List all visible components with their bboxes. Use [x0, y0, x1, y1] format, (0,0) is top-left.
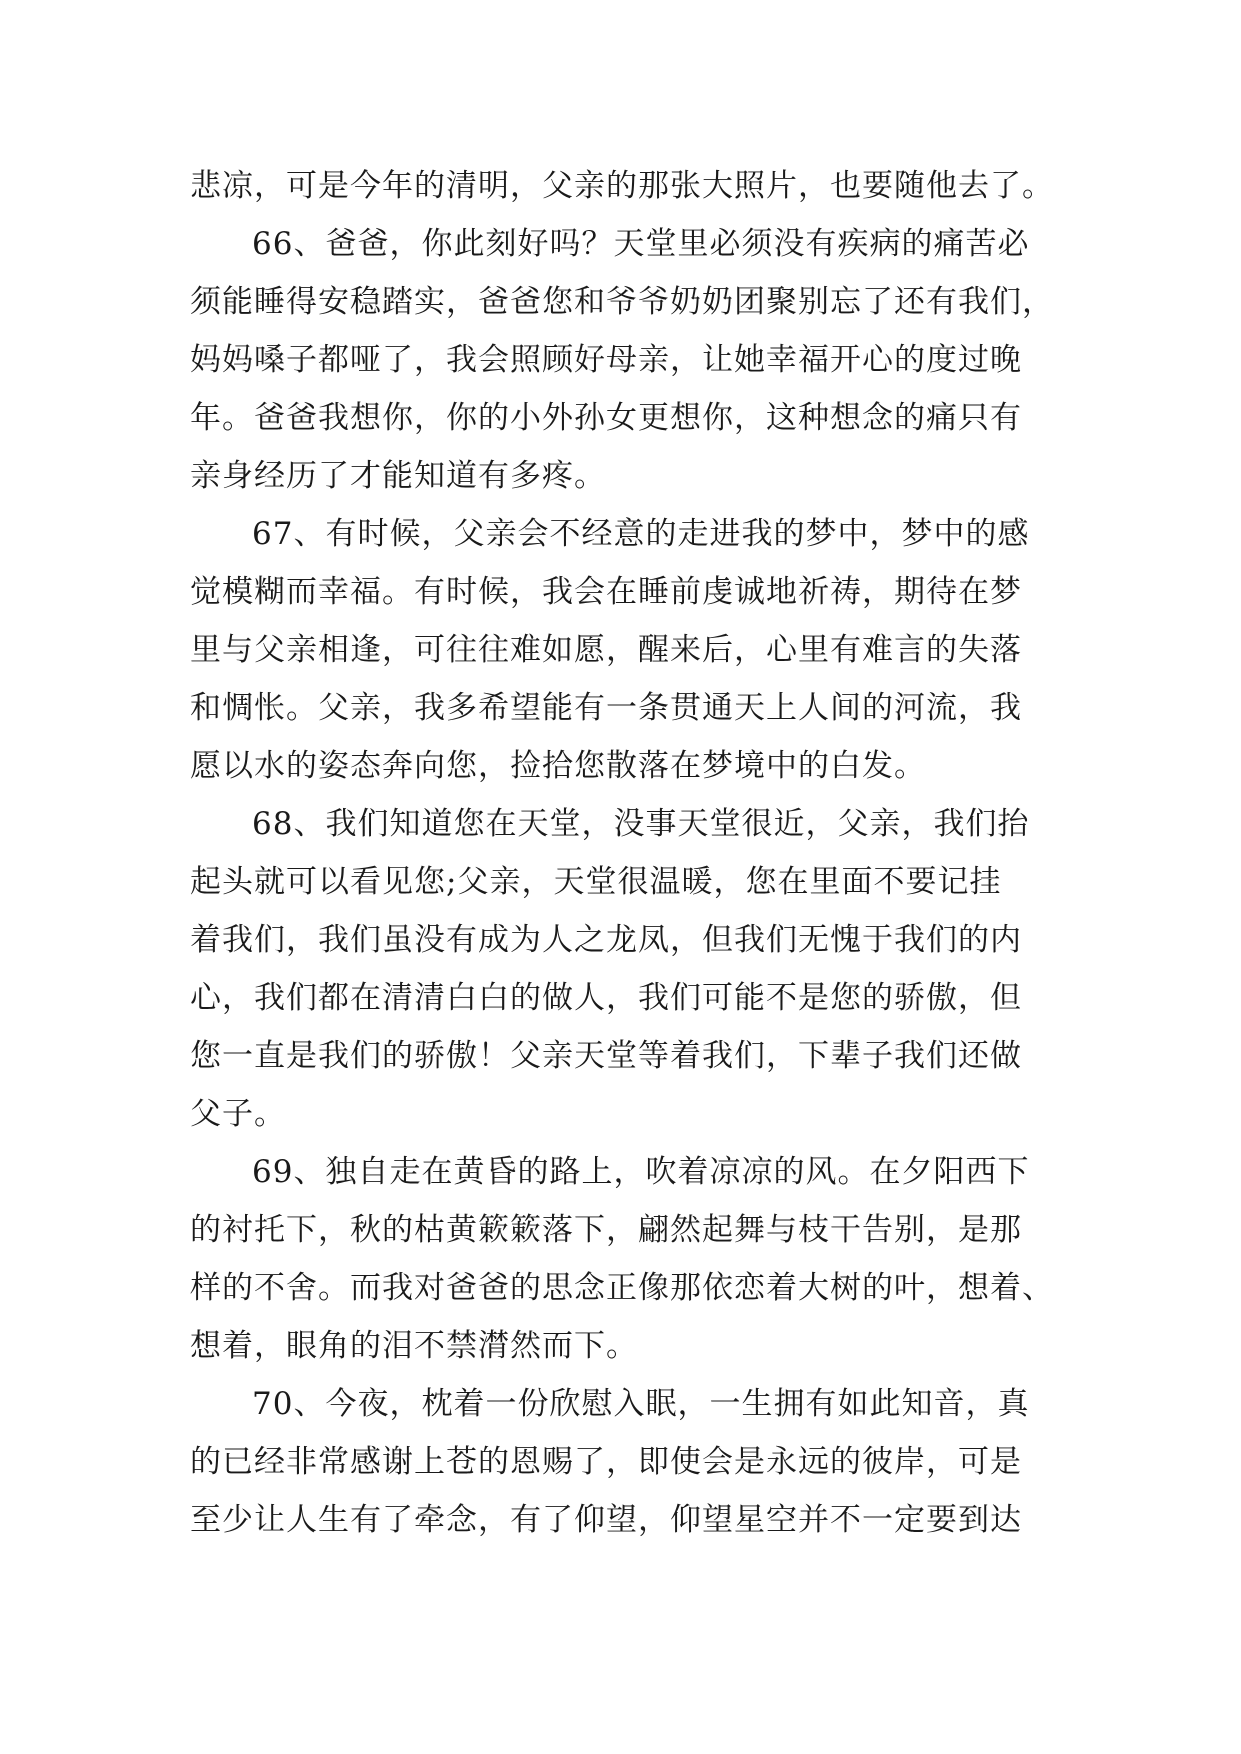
paragraph-69-start: 69、独自走在黄昏的路上，吹着凉凉的风。在夕阳西下: [252, 1154, 1030, 1190]
text-line: 至少让人生有了牵念，有了仰望，仰望星空并不一定要到达: [190, 1502, 1022, 1538]
text-line: 里与父亲相逢，可往往难如愿，醒来后，心里有难言的失落: [190, 632, 1022, 668]
text-line: 年。爸爸我想你，你的小外孙女更想你，这种想念的痛只有: [190, 400, 1022, 436]
paragraph-68-start: 68、我们知道您在天堂，没事天堂很近，父亲，我们抬: [252, 806, 1030, 842]
text-line: 妈妈嗓子都哑了，我会照顾好母亲，让她幸福开心的度过晚: [190, 342, 1022, 378]
text-line: 亲身经历了才能知道有多疼。: [190, 458, 606, 494]
text-line: 您一直是我们的骄傲！父亲天堂等着我们，下辈子我们还做: [190, 1038, 1022, 1074]
text-line: 愿以水的姿态奔向您，捡拾您散落在梦境中的白发。: [190, 748, 926, 784]
paragraph-66-start: 66、爸爸，你此刻好吗？天堂里必须没有疾病的痛苦必: [252, 226, 1030, 262]
text-line: 悲凉，可是今年的清明，父亲的那张大照片，也要随他去了。: [190, 168, 1054, 204]
text-line: 觉模糊而幸福。有时候，我会在睡前虔诚地祈祷，期待在梦: [190, 574, 1022, 610]
text-line: 须能睡得安稳踏实，爸爸您和爷爷奶奶团聚别忘了还有我们，: [190, 284, 1054, 320]
text-line: 样的不舍。而我对爸爸的思念正像那依恋着大树的叶，想着、: [190, 1270, 1054, 1306]
paragraph-70-start: 70、今夜，枕着一份欣慰入眠，一生拥有如此知音，真: [252, 1386, 1030, 1422]
text-line: 想着，眼角的泪不禁潸然而下。: [190, 1328, 638, 1364]
text-line: 起头就可以看见您;父亲，天堂很温暖，您在里面不要记挂: [190, 864, 1002, 900]
text-line: 的衬托下，秋的枯黄簌簌落下，翩然起舞与枝干告别，是那: [190, 1212, 1022, 1248]
paragraph-67-start: 67、有时候，父亲会不经意的走进我的梦中，梦中的感: [252, 516, 1030, 552]
text-line: 着我们，我们虽没有成为人之龙凤，但我们无愧于我们的内: [190, 922, 1022, 958]
text-line: 父子。: [190, 1096, 286, 1132]
text-line: 和惆怅。父亲，我多希望能有一条贯通天上人间的河流，我: [190, 690, 1022, 726]
text-line: 心，我们都在清清白白的做人，我们可能不是您的骄傲，但: [190, 980, 1022, 1016]
text-line: 的已经非常感谢上苍的恩赐了，即使会是永远的彼岸，可是: [190, 1444, 1022, 1480]
